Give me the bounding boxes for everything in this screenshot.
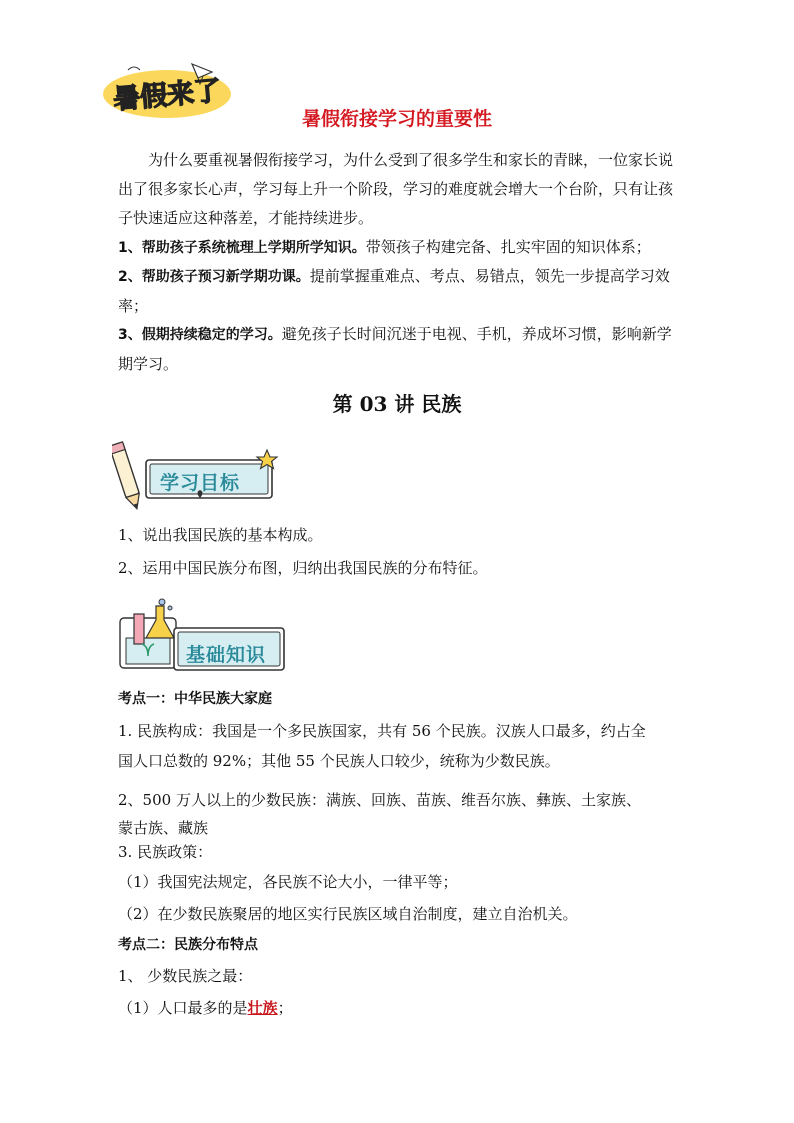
intro-point-1: 1、帮助孩子系统梳理上学期所学知识。带领孩子构建完备、扎实牢固的知识体系； (118, 238, 651, 256)
point2-item1: 1、 少数民族之最： (118, 967, 253, 985)
goals-banner-label: 学习目标 (160, 472, 241, 494)
point1-item2-line2: 蒙古族、藏族 (118, 819, 209, 837)
goal-2: 2、运用中国民族分布图，归纳出我国民族的分布特征。 (118, 559, 488, 577)
main-title: 暑假衔接学习的重要性 (301, 108, 492, 130)
point1-item1-line2: 国人口总数的 92%；其他 55 个民族人口较少，统称为少数民族。 (118, 752, 560, 770)
knowledge-banner (116, 598, 291, 678)
point1-item1-line1: 1. 民族构成：我国是一个多民族国家，共有 56 个民族。汉族人口最多，约占全 (118, 722, 646, 740)
intro-paragraph: 为什么要重视暑假衔接学习，为什么受到了很多学生和家长的青睐，一位家长说出了很多家长心声，学习每上升一个阶段，学习的难度就会增大一个台阶，只有让孩子快速适应这种落差，才能持续进步。 (118, 151, 674, 227)
intro-point-3: 3、假期持续稳定的学习。避免孩子长时间沉迷于电视、手机，养成坏习惯，影响新学期学习。 (118, 325, 672, 373)
intro-point-2: 2、帮助孩子预习新学期功课。提前掌握重难点、考点、易错点，领先一步提高学习效率； (118, 267, 670, 315)
svg-text:暑假来了: 暑假来了 (111, 75, 223, 116)
lecture-title: 第 03 讲 民族 (332, 392, 462, 416)
answer-blank: 壮族 (247, 999, 278, 1017)
point2-heading: 考点二：民族分布特点 (118, 937, 258, 953)
point1-item3-b: （2）在少数民族聚居的地区实行民族区域自治制度，建立自治机关。 (118, 905, 578, 923)
knowledge-banner-label: 基础知识 (186, 644, 267, 666)
point1-item3-a: （1）我国宪法规定，各民族不论大小，一律平等； (118, 873, 458, 891)
point2-item1-a: （1）人口最多的是壮族； (118, 999, 293, 1017)
point1-item3: 3. 民族政策： (118, 843, 213, 861)
point1-item2-line1: 2、500 万人以上的少数民族：满族、回族、苗族、维吾尔族、彝族、土家族、 (118, 791, 641, 809)
goals-banner (112, 438, 282, 514)
point1-heading: 考点一：中华民族大家庭 (118, 691, 272, 707)
goal-1: 1、说出我国民族的基本构成。 (118, 526, 323, 544)
